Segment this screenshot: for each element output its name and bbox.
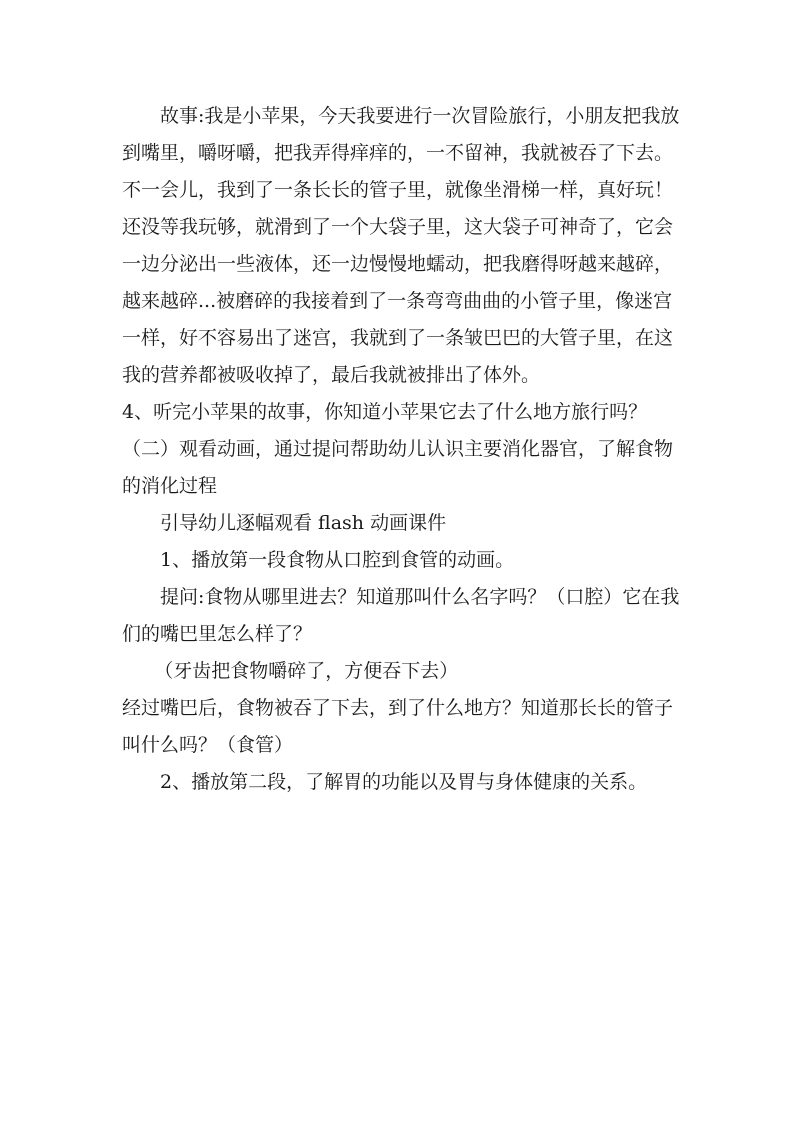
story-paragraph: 故事:我是小苹果，今天我要进行一次冒险旅行，小朋友把我放到嘴里，嚼呀嚼，把我弄得痒痒的，一不留神，我就被吞了下去。不一会儿，我到了一条长长的管子里，就像坐滑梯一样，真好玩！还没等我玩够，就滑到了一个大袋子里，这大袋子可神奇了，它会一边分泌出一些液体，还一边慢慢地蠕动，把我磨得呀越来越碎，越来越碎...被磨碎的我接着到了一条弯弯曲曲的小管子里，像迷宫一样，好不容易出了迷宫，我就到了一条皱巴巴的大管子里，在这我的营养都被吸收掉了，最后我就被排出了体外。 — [122, 105, 680, 386]
followup-paragraph: 经过嘴巴后，食物被吞了下去，到了什么地方？知道那长长的管子叫什么吗？（食管） — [122, 697, 674, 756]
document-body — [122, 98, 682, 801]
step-two-paragraph: 2、播放第二段，了解胃的功能以及胃与身体健康的关系。 — [160, 771, 648, 793]
prompt-paragraph: 提问:食物从哪里进去？知道那叫什么名字吗？（口腔）它在我们的嘴巴里怎么样了？ — [122, 586, 680, 645]
section-heading: （二）观看动画，通过提问帮助幼儿认识主要消化器官，了解食物的消化过程 — [122, 438, 674, 497]
guide-paragraph: 引导幼儿逐幅观看 flash 动画课件 — [160, 512, 447, 534]
question-paragraph: 4、听完小苹果的故事，你知道小苹果它去了什么地方旅行吗？ — [122, 401, 648, 423]
step-one-paragraph: 1、播放第一段食物从口腔到食管的动画。 — [160, 549, 515, 571]
answer-paragraph: （牙齿把食物嚼碎了，方便吞下去） — [154, 660, 459, 682]
